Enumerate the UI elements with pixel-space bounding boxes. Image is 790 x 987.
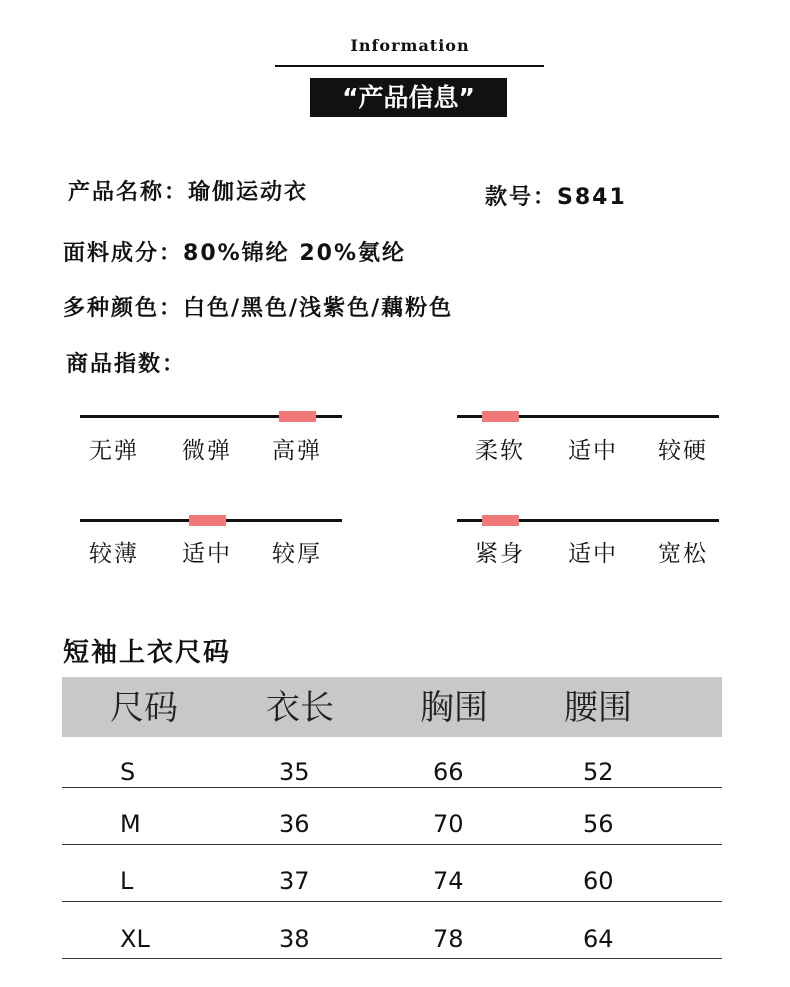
model-value: S841 bbox=[557, 185, 627, 210]
product-name-label: 产品名称： bbox=[68, 180, 189, 205]
fabric-label: 面料成分： bbox=[63, 241, 184, 266]
header-cell: 衣长 bbox=[266, 688, 334, 728]
scale-label: 较硬 bbox=[658, 438, 708, 464]
product-name-row bbox=[68, 175, 308, 206]
scale-label: 宽松 bbox=[658, 541, 708, 567]
waist-cell: 56 bbox=[583, 810, 614, 838]
scale-marker bbox=[279, 411, 316, 422]
chest-cell: 70 bbox=[433, 810, 464, 838]
scale-marker bbox=[189, 515, 226, 526]
colors-value: 白色/黑色/浅紫色/藕粉色 bbox=[183, 296, 454, 321]
size-cell: XL bbox=[120, 925, 150, 953]
colors-label: 多种颜色： bbox=[63, 296, 184, 321]
waist-cell: 52 bbox=[583, 758, 614, 786]
length-cell: 36 bbox=[279, 810, 310, 838]
row-divider bbox=[62, 844, 722, 845]
colors-row bbox=[63, 291, 453, 322]
length-cell: 38 bbox=[279, 925, 310, 953]
scale-label: 适中 bbox=[568, 541, 618, 567]
model-row bbox=[485, 180, 627, 211]
size-table-header bbox=[62, 677, 722, 737]
scale-label: 高弹 bbox=[272, 438, 322, 464]
info-title: Information bbox=[350, 36, 470, 55]
product-name-value: 瑜伽运动衣 bbox=[188, 180, 309, 205]
row-divider bbox=[62, 958, 722, 959]
scale-label: 适中 bbox=[182, 541, 232, 567]
size-cell: L bbox=[120, 867, 134, 895]
size-chart-title: 短袖上衣尺码 bbox=[63, 638, 232, 668]
scale-label: 较薄 bbox=[89, 541, 139, 567]
waist-cell: 64 bbox=[583, 925, 614, 953]
fabric-value: 80%锦纶 20%氨纶 bbox=[183, 241, 406, 266]
scale-label: 较厚 bbox=[272, 541, 322, 567]
scale-label: 柔软 bbox=[475, 438, 525, 464]
model-label: 款号： bbox=[485, 185, 558, 210]
scale-label: 无弹 bbox=[89, 438, 139, 464]
chest-cell: 66 bbox=[433, 758, 464, 786]
scale-label: 适中 bbox=[568, 438, 618, 464]
size-cell: S bbox=[120, 758, 136, 786]
scale-label: 微弹 bbox=[182, 438, 232, 464]
row-divider bbox=[62, 787, 722, 788]
waist-cell: 60 bbox=[583, 867, 614, 895]
header-cell: 胸围 bbox=[420, 688, 488, 728]
fabric-row bbox=[63, 236, 406, 267]
row-divider bbox=[62, 901, 722, 902]
length-cell: 35 bbox=[279, 758, 310, 786]
chest-cell: 74 bbox=[433, 867, 464, 895]
header-cell: 腰围 bbox=[564, 688, 632, 728]
scale-marker bbox=[482, 515, 519, 526]
index-label: 商品指数： bbox=[66, 352, 187, 377]
title-underline bbox=[275, 65, 544, 67]
chest-cell: 78 bbox=[433, 925, 464, 953]
header-cell: 尺码 bbox=[110, 688, 178, 728]
scale-label: 紧身 bbox=[475, 541, 525, 567]
size-cell: M bbox=[120, 810, 141, 838]
length-cell: 37 bbox=[279, 867, 310, 895]
scale-marker bbox=[482, 411, 519, 422]
product-info-badge: “产品信息” bbox=[310, 78, 507, 117]
